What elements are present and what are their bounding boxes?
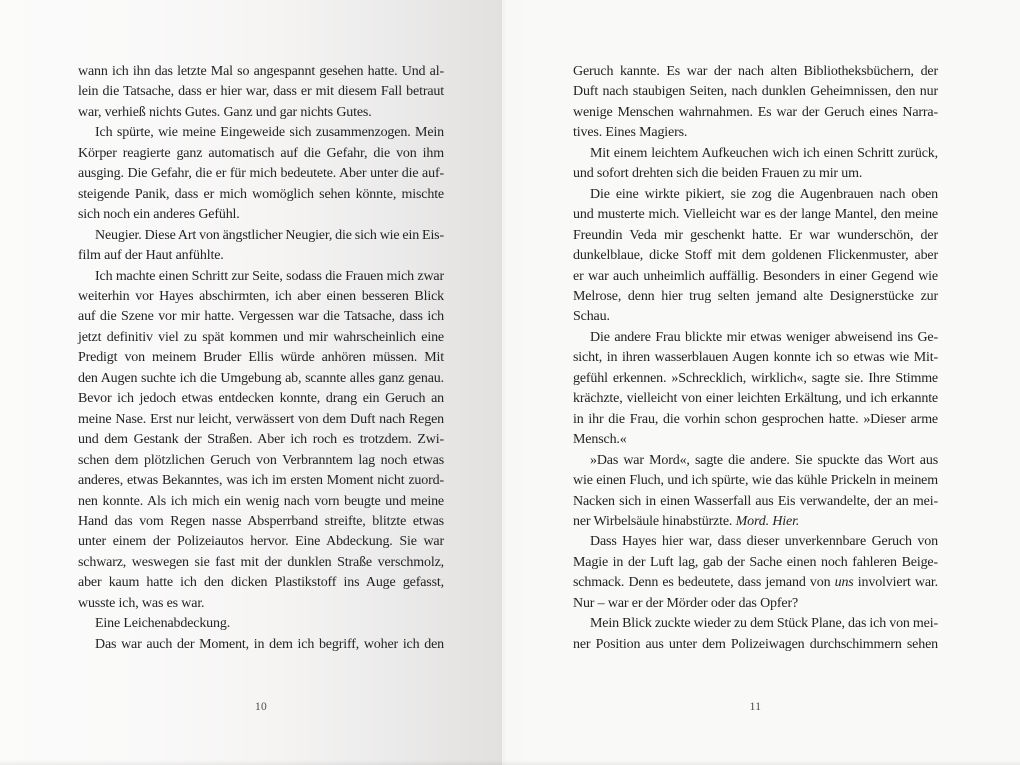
text-line: krächzte, vielleicht von einer leichten Erkältung, und ich erkannte bbox=[573, 391, 938, 407]
text-line: Magie in der Luft lag, gab der Sache einen noch fahleren Beige- bbox=[573, 554, 938, 570]
text-line: ner Position aus unter dem Polizeiwagen durchschimmern sehen bbox=[573, 636, 938, 652]
text-line: sich noch ein anderes Gefühl. bbox=[78, 207, 240, 223]
page-left bbox=[0, 0, 502, 765]
text-line: Hand das vom Regen nasse Absperrband streifte, blitzte etwas bbox=[78, 513, 444, 529]
text-line: ausging. Die Gefahr, die er für mich bedeutete. Aber unter die auf- bbox=[78, 166, 444, 182]
text-line: sicht, in ihren wasserblauen Augen konnte ich so etwas wie Mit- bbox=[573, 350, 938, 366]
text-line: wie einen Fluch, und ich spürte, wie das kühle Prickeln in meinem bbox=[573, 473, 938, 489]
text-line: Die eine wirkte pikiert, sie zog die Augenbrauen nach oben bbox=[590, 186, 938, 202]
text-line: steigende Panik, dass er mich womöglich sehen könnte, mischte bbox=[78, 186, 444, 202]
text-line: aber kaum hatte ich den dicken Plastikstoff ins Auge gefasst, bbox=[78, 575, 444, 591]
text-line: und dem Gestank der Straßen. Aber ich roch es trotzdem. Zwi- bbox=[78, 432, 444, 448]
text-line: und musterte mich. Vielleicht war es der lange Mantel, den meine bbox=[573, 207, 938, 223]
text-line: Eine Leichenabdeckung. bbox=[95, 616, 231, 632]
text-line: und sofort drehten sich die beiden Frauen zu mir um. bbox=[573, 166, 863, 182]
page-right bbox=[502, 0, 1020, 765]
text-line: den Augen suchte ich die Umgebung ab, scannte alles ganz genau. bbox=[78, 370, 444, 386]
text-line: tives. Eines Magiers. bbox=[573, 125, 688, 141]
text-line: in ihr die Frau, die vorhin schon gesprochen hatte. »Dieser arme bbox=[573, 411, 938, 427]
text-line: auf die Szene vor mir hatte. Vergessen war die Tatsache, dass ich bbox=[78, 309, 444, 325]
text-line: jetzt definitiv viel zu spät kommen und mir wahrscheinlich eine bbox=[78, 329, 444, 345]
page-number-right: 11 bbox=[749, 701, 762, 713]
text-line: anderes, etwas Bekanntes, was ich im ersten Moment nicht zuord- bbox=[78, 473, 444, 489]
text-line: dunkelblaue, dicke Stoff mit dem goldenen Flickenmuster, aber bbox=[573, 248, 938, 264]
text-line: Neugier. Diese Art von ängstlicher Neugier, die sich wie ein Eis- bbox=[95, 227, 444, 243]
page-right-text bbox=[573, 62, 938, 655]
text-line: unter einem der Polizeiautos hervor. Eine Abdeckung. Sie war bbox=[78, 534, 444, 550]
text-line: wusste ich, was es war. bbox=[78, 595, 205, 611]
text-line: er war auch unheimlich auffällig. Besonders in einer Gegend wie bbox=[573, 268, 938, 284]
text-line: Geruch kannte. Es war der nach alten Bibliotheksbüchern, der bbox=[573, 64, 938, 79]
text-line: Körper reagierte ganz automatisch auf die Gefahr, die von ihm bbox=[78, 145, 444, 161]
text-line: wann ich ihn das letzte Mal so angespannt gesehen hatte. Und al- bbox=[78, 64, 444, 79]
text-line: Duft nach staubigen Seiten, nach dunklen Geheimnissen, den nur bbox=[573, 84, 938, 100]
text-line: gefühl erkennen. »Schrecklich, wirklich«, sagte sie. Ihre Stimme bbox=[573, 370, 938, 386]
text-line: Das war auch der Moment, in dem ich begriff, woher ich den bbox=[95, 636, 444, 652]
text-line: meine Nase. Erst nur leicht, verwässert von dem Duft nach Regen bbox=[78, 411, 444, 427]
text-line: weiterhin vor Hayes abschirmten, ich aber einen besseren Blick bbox=[78, 288, 444, 304]
text-line: Ich machte einen Schritt zur Seite, sodass die Frauen mich zwar bbox=[95, 268, 444, 284]
text-line: schmack. Denn es bedeutete, dass jemand von uns involviert war. bbox=[573, 575, 938, 591]
page-number-left: 10 bbox=[254, 701, 268, 713]
text-line: film auf der Haut anfühlte. bbox=[78, 248, 224, 264]
text-line: Mein Blick zuckte wieder zu dem Stück Plane, das ich von mei- bbox=[590, 616, 938, 632]
text-line: wenige Menschen wahrnahmen. Es war der Geruch eines Narra- bbox=[573, 104, 938, 120]
page-left-text bbox=[78, 62, 444, 655]
text-line: Bevor ich jedoch etwas entdecken konnte, drang ein Geruch an bbox=[78, 391, 444, 407]
text-line: Freundin Veda mir geschenkt hatte. Er war wunderschön, der bbox=[573, 227, 938, 243]
text-line: Predigt von meinem Bruder Ellis würde anhören müssen. Mit bbox=[78, 350, 444, 366]
text-line: nen konnte. Als ich mich ein wenig nach vorn beugte und meine bbox=[78, 493, 444, 509]
text-line: Ich spürte, wie meine Eingeweide sich zusammenzogen. Mein bbox=[95, 125, 444, 141]
text-line: Schau. bbox=[573, 309, 610, 325]
text-line: Mit einem leichtem Aufkeuchen wich ich einen Schritt zurück, bbox=[590, 145, 938, 161]
text-line: Mensch.« bbox=[573, 432, 627, 448]
text-line: schen dem plötzlichen Geruch von Verbranntem lag noch etwas bbox=[78, 452, 444, 468]
text-line: Nur – war er der Mörder oder das Opfer? bbox=[573, 595, 799, 611]
text-line: Melrose, denn hier trug selten jemand alte Designerstücke zur bbox=[573, 288, 938, 304]
text-line: Dass Hayes hier war, dass dieser unverkennbare Geruch von bbox=[590, 534, 938, 550]
text-line: ner Wirbelsäule hinabstürzte. Mord. Hier. bbox=[573, 513, 800, 529]
text-line: Nacken sich in einen Wasserfall aus Eis verwandelte, der an mei- bbox=[573, 493, 938, 509]
text-line: Die andere Frau blickte mir etwas weniger abweisend ins Ge- bbox=[590, 329, 938, 345]
text-line: war, verhieß nichts Gutes. Ganz und gar nichts Gutes. bbox=[78, 104, 372, 120]
text-line: lein die Tatsache, dass er hier war, dass er mit diesem Fall betraut bbox=[78, 84, 444, 100]
text-line: »Das war Mord«, sagte die andere. Sie spuckte das Wort aus bbox=[590, 452, 938, 468]
text-line: schwarz, weswegen sie fast mit der dunklen Straße verschmolz, bbox=[78, 554, 444, 570]
